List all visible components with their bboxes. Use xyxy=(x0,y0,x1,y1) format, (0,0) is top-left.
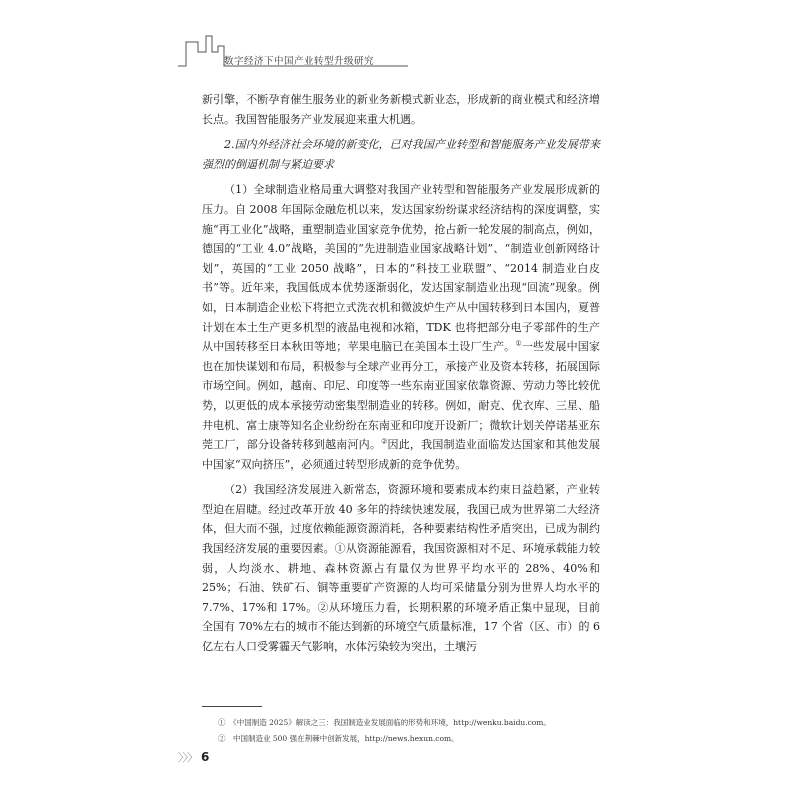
footnote-divider xyxy=(202,706,262,707)
footnote-1: ① 《中国制造 2025》解读之三：我国制造业发展面临的形势和环境，http://wenku.baidu.com。 xyxy=(218,718,551,727)
section-subheading: 2.国内外经济社会环境的新变化，已对我国产业转型和智能服务产业发展带来强烈的倒逼机制与紧迫要求 xyxy=(202,138,600,171)
paragraph-text: （1）全球制造业格局重大调整对我国产业转型和智能服务产业发展形成新的压力。自 2008 年国际金融危机以来，发达国家纷纷谋求经济结构的深度调整，实施“再工业化”战略，重塑制造业国家竞争优势，抢占新一轮发展的制高点，例如，德国的“工业 4.0”战略，美国的“先进制造业国家战略计划”、“制造业创新网络计划”，英国的“工业 2050 战略”，日本的“科技工业联盟”、“2014 制造业白皮书”等。近年来，我国低成本优势逐渐弱化，发达国家制造业出现“回流”现象。例如，日本制造企业松下将把立式洗衣机和微波炉生产从中国转移到日本国内，夏普计划在本土生产更多机型的液晶电视和冰箱，TDK 也将把部分电子零部件的生产从中国转移至日本秋田等地；苹果电脑已在美国本土设厂生产。 xyxy=(202,183,600,354)
page-number: 6 xyxy=(201,750,210,764)
running-header xyxy=(178,30,598,80)
footnote-mark-2[interactable]: ② xyxy=(381,437,388,446)
footnotes xyxy=(218,717,598,749)
footnote-mark-1[interactable]: ① xyxy=(515,339,522,348)
paragraph-global-manufacturing xyxy=(202,180,600,474)
paragraph-new-normal: （2）我国经济发展进入新常态，资源环境和要素成本约束日益趋紧，产业转型迫在眉睫。经过改革开放 40 多年的持续快速发展，我国已成为世界第二大经济体，但大而不强，过度依赖能源资源消耗，各种要素结构性矛盾突出，已成为制约我国经济发展的重要因素。①从资源能源看，我国资源相对不足、环境承载能力较弱，人均淡水、耕地、森林资源占有量仅为世界平均水平的 28%、40%和 25%；石油、铁矿石、铜等重要矿产资源的人均可采储量分别为世界人均水平的 7.7%、17%和 17%。②从环境压力看，长期积累的环境矛盾正集中显现，目前全国有 70%左右的城市不能达到新的环境空气质量标准，17 个省（区、市）的 6 亿左右人口受雾霾天气影响，水体污染较为突出，土壤污 xyxy=(202,483,604,654)
body-text xyxy=(202,90,604,657)
running-header-title: 数字经济下中国产业转型升级研究 xyxy=(224,56,375,67)
footnote-2: ② 中国制造业 500 强在荆棘中创新发展，http://news.hexun.com。 xyxy=(218,734,459,743)
paragraph-continuation: 新引擎，不断孕育催生服务业的新业务新模式新业态，形成新的商业模式和经济增长点。我国智能服务产业发展迎来重大机遇。 xyxy=(202,93,600,126)
chevrons-icon: 〉〉〉 xyxy=(178,751,197,764)
page-number-block xyxy=(178,746,209,765)
paragraph-text: 因此，我国制造业面临发达国家和其他发展中国家“双向挤压”，必须通过转型形成新的竞争优势。 xyxy=(202,438,601,471)
paragraph-text: 一些发展中国家也在加快谋划和布局，积极参与全球产业再分工，承接产业及资本转移，拓展国际市场空间。例如，越南、印尼、印度等一些东南亚国家依靠资源、劳动力等比较优势，以更低的成本承接劳动密集型制造业的转移。例如，耐克、优衣库、三星、船井电机、富士康等知名企业纷纷在东南亚和印度开设新厂；微软计划关停诺基亚东莞工厂，部分设备转移到越南河内。 xyxy=(202,340,600,452)
